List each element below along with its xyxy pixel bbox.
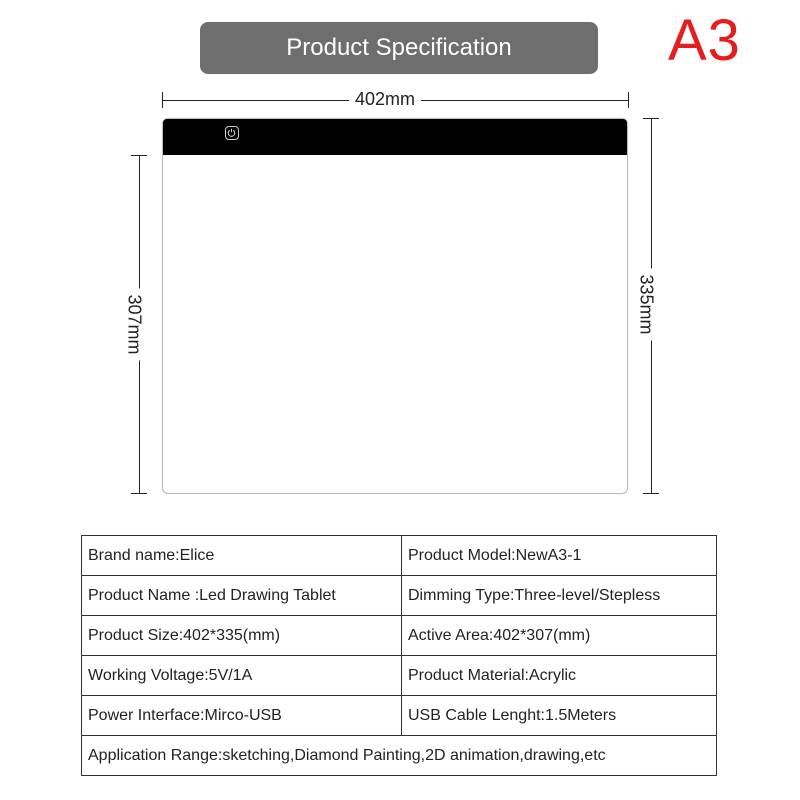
table-row bbox=[82, 696, 717, 736]
spec-cell-right: Dimming Type:Three-level/Stepless bbox=[402, 576, 717, 616]
inner-height-label: 307mm bbox=[124, 288, 145, 360]
spec-cell-left: Working Voltage:5V/1A bbox=[82, 656, 402, 696]
table-row bbox=[82, 576, 717, 616]
power-icon bbox=[225, 126, 239, 140]
page-title: Product Specification bbox=[286, 34, 512, 61]
spec-cell-right: Product Model:NewA3-1 bbox=[402, 536, 717, 576]
spec-cell-left: Brand name:Elice bbox=[82, 536, 402, 576]
outer-height-label: 335mm bbox=[636, 268, 657, 340]
tablet-top-bar bbox=[163, 119, 627, 155]
width-label: 402mm bbox=[349, 89, 421, 110]
table-row bbox=[82, 616, 717, 656]
spec-cell-right: USB Cable Lenght:1.5Meters bbox=[402, 696, 717, 736]
table-row bbox=[82, 536, 717, 576]
table-row bbox=[82, 736, 717, 776]
light-tablet-drawing bbox=[162, 118, 628, 494]
spec-cell-right: Active Area:402*307(mm) bbox=[402, 616, 717, 656]
spec-table bbox=[81, 535, 717, 776]
spec-cell-application-range: Application Range:sketching,Diamond Painting,2D animation,drawing,etc bbox=[82, 736, 717, 776]
spec-cell-left: Product Size:402*335(mm) bbox=[82, 616, 402, 656]
size-tag: A3 bbox=[668, 8, 741, 73]
title-banner bbox=[200, 22, 598, 74]
spec-cell-left: Power Interface:Mirco-USB bbox=[82, 696, 402, 736]
spec-cell-right: Product Material:Acrylic bbox=[402, 656, 717, 696]
spec-cell-left: Product Name :Led Drawing Tablet bbox=[82, 576, 402, 616]
table-row bbox=[82, 656, 717, 696]
